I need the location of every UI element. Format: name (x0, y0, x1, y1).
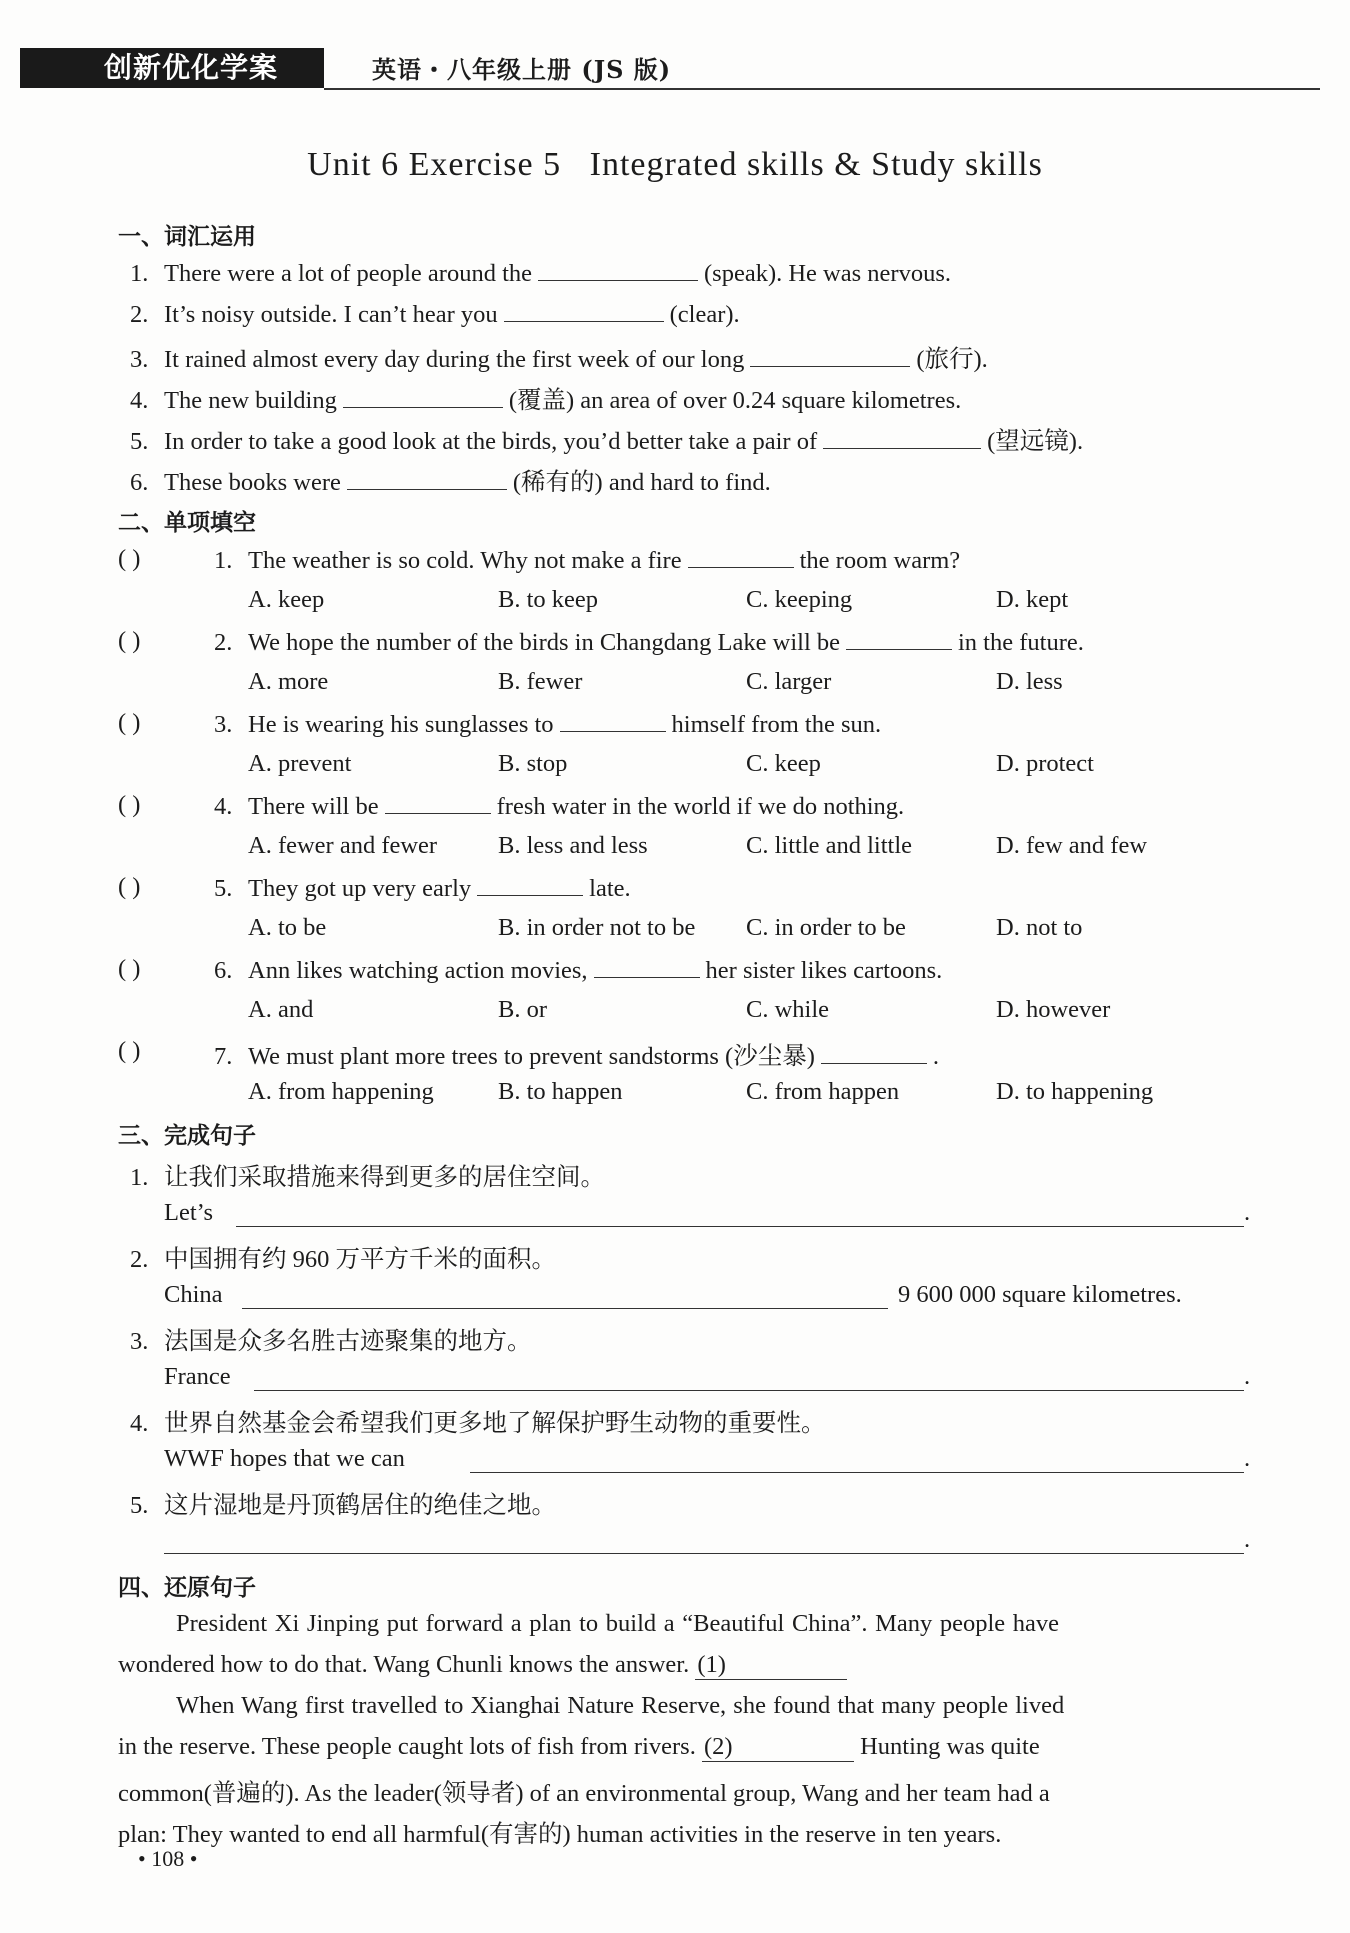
question-text: the room warm? (799, 547, 961, 574)
question-text: They got up very early (248, 875, 472, 902)
sentence-start: China (164, 1281, 223, 1308)
answer-line[interactable] (254, 1390, 1244, 1391)
item-text: (覆盖) an area of over 0.24 square kilometres. (508, 387, 962, 414)
section-choice-heading: 二、单项填空 (118, 510, 256, 536)
answer-paren[interactable]: ( ) (118, 1037, 141, 1064)
item-text: It’s noisy outside. I can’t hear you (164, 301, 498, 328)
item-text: It rained almost every day during the first week of our long (164, 346, 745, 373)
vocab-item-1 (130, 258, 951, 288)
item-text: (稀有的) and hard to find. (512, 469, 771, 496)
vocab-item-4 (130, 381, 961, 416)
option-b[interactable]: B. to happen (498, 1078, 623, 1105)
question-text: late. (589, 875, 631, 902)
sentence-end: . (1244, 1445, 1251, 1472)
option-c[interactable]: C. in order to be (746, 914, 906, 941)
answer-blank (688, 545, 794, 568)
sentence-end: 9 600 000 square kilometres. (898, 1281, 1182, 1308)
answer-blank[interactable] (347, 467, 507, 490)
header-rule (324, 88, 1320, 90)
answer-paren[interactable]: ( ) (118, 627, 141, 654)
option-b[interactable]: B. stop (498, 750, 568, 777)
sentence-end: . (1244, 1199, 1251, 1226)
item-text: These books were (164, 469, 341, 496)
translate-item-3-cn (130, 1322, 532, 1357)
item-text: (speak). He was nervous. (704, 260, 951, 287)
chinese-sentence: 法国是众多名胜古迹聚集的地方。 (164, 1328, 532, 1355)
answer-blank (846, 627, 952, 650)
item-number: 5. (214, 875, 233, 902)
answer-blank-2[interactable]: (2) (702, 1733, 854, 1762)
answer-line[interactable] (236, 1226, 1244, 1227)
question-text: There will be (248, 793, 379, 820)
question-text: . (932, 1043, 939, 1070)
option-c[interactable]: C. little and little (746, 832, 913, 859)
item-text: (clear). (669, 301, 740, 328)
item-number: 3. (214, 711, 233, 738)
page-number: • 108 • (138, 1846, 198, 1871)
option-a[interactable]: A. more (248, 668, 329, 695)
question-text: He is wearing his sunglasses to (248, 711, 554, 738)
option-c[interactable]: C. keeping (746, 586, 853, 613)
item-number: 4. (214, 793, 233, 820)
option-d[interactable]: D. few and few (996, 832, 1148, 859)
exercise-title: Unit 6 Exercise 5 Integrated skills & Study skills (307, 146, 1043, 183)
item-number: 4. (130, 387, 149, 414)
section-vocab-heading: 一、词汇运用 (118, 224, 256, 250)
item-text: There were a lot of people around the (164, 260, 533, 287)
answer-line[interactable] (470, 1472, 1244, 1473)
passage-text: Hunting was quite (860, 1733, 1040, 1760)
item-text: The new building (164, 387, 337, 414)
answer-blank[interactable] (538, 258, 698, 281)
passage-line: common(普遍的). As the leader(领导者) of an environmental group, Wang and her team had a (118, 1780, 1050, 1807)
option-a[interactable]: A. to be (248, 914, 327, 941)
option-d[interactable]: D. protect (996, 750, 1094, 777)
option-d[interactable]: D. to happening (996, 1078, 1154, 1105)
passage-line: When Wang first travelled to Xianghai Nature Reserve, she found that many people lived (176, 1692, 1065, 1719)
passage-line (118, 1733, 1040, 1762)
vocab-item-5 (130, 422, 1083, 457)
item-number: 3. (130, 346, 149, 373)
item-number: 1. (130, 260, 149, 287)
translate-item-2-cn (130, 1240, 556, 1275)
item-text: (望远镜). (987, 428, 1084, 455)
item-number: 5. (130, 428, 149, 455)
choice-question-3 (214, 709, 881, 739)
answer-paren[interactable]: ( ) (118, 955, 141, 982)
answer-paren[interactable]: ( ) (118, 709, 141, 736)
page-header (20, 48, 1320, 92)
option-b[interactable]: B. or (498, 996, 547, 1023)
option-c[interactable]: C. larger (746, 668, 832, 695)
option-d[interactable]: D. not to (996, 914, 1083, 941)
chinese-sentence: 中国拥有约 960 万平方千米的面积。 (164, 1246, 556, 1273)
vocab-item-6 (130, 463, 771, 498)
answer-blank (821, 1041, 927, 1064)
choice-question-6 (214, 955, 942, 985)
item-number: 2. (130, 301, 149, 328)
answer-blank-1[interactable]: (1) (695, 1651, 847, 1680)
item-text: (旅行). (916, 346, 988, 373)
section-passage-heading: 四、还原句子 (118, 1575, 256, 1601)
option-b[interactable]: B. in order not to be (498, 914, 696, 941)
sentence-start: France (164, 1363, 231, 1390)
option-a[interactable]: A. from happening (248, 1078, 434, 1105)
question-text: himself from the sun. (671, 711, 882, 738)
sentence-start: Let’s (164, 1199, 213, 1226)
question-text: We hope the number of the birds in Changdang Lake will be (248, 629, 840, 656)
item-text: In order to take a good look at the birds, you’d better take a pair of (164, 428, 818, 455)
vocab-item-3 (130, 340, 988, 375)
answer-blank (594, 955, 700, 978)
question-text: in the future. (958, 629, 1084, 656)
option-d[interactable]: D. however (996, 996, 1111, 1023)
choice-question-1 (214, 545, 960, 575)
passage-text: in the reserve. These people caught lots of fish from rivers. (118, 1733, 696, 1760)
sentence-end: . (1244, 1526, 1251, 1553)
item-number: 3. (130, 1328, 149, 1355)
answer-line[interactable] (164, 1553, 1244, 1554)
option-b[interactable]: B. to keep (498, 586, 599, 613)
answer-blank[interactable] (504, 299, 664, 322)
passage-line (118, 1651, 847, 1680)
answer-paren[interactable]: ( ) (118, 791, 141, 818)
answer-blank[interactable] (823, 426, 981, 449)
chinese-sentence: 这片湿地是丹顶鹤居住的绝佳之地。 (164, 1492, 556, 1519)
option-c[interactable]: C. from happen (746, 1078, 900, 1105)
item-number: 6. (214, 957, 233, 984)
passage-line: plan: They wanted to end all harmful(有害的) human activities in the reserve in ten years. (118, 1821, 1002, 1848)
answer-blank[interactable] (750, 344, 910, 367)
question-text: We must plant more trees to prevent sandstorms (沙尘暴) (248, 1043, 815, 1070)
option-a[interactable]: A. keep (248, 586, 325, 613)
sentence-end: . (1244, 1363, 1251, 1390)
answer-paren[interactable]: ( ) (118, 545, 141, 572)
translate-item-4-cn (130, 1404, 826, 1439)
question-text: The weather is so cold. Why not make a fire (248, 547, 682, 574)
item-number: 1. (214, 547, 233, 574)
option-a[interactable]: A. prevent (248, 750, 352, 777)
option-a[interactable]: A. and (248, 996, 314, 1023)
sentence-start: WWF hopes that we can (164, 1445, 405, 1472)
question-text: her sister likes cartoons. (705, 957, 943, 984)
choice-question-2 (214, 627, 1084, 657)
option-c[interactable]: C. keep (746, 750, 821, 777)
translate-item-1-cn (130, 1158, 605, 1193)
item-number: 4. (130, 1410, 149, 1437)
choice-question-4 (214, 791, 904, 821)
item-number: 5. (130, 1492, 149, 1519)
answer-blank[interactable] (343, 385, 503, 408)
question-text: Ann likes watching action movies, (248, 957, 588, 984)
option-d[interactable]: D. less (996, 668, 1063, 695)
passage-text: wondered how to do that. Wang Chunli knows the answer. (118, 1651, 690, 1678)
item-number: 7. (214, 1043, 233, 1070)
question-text: fresh water in the world if we do nothing. (496, 793, 905, 820)
vocab-item-2 (130, 299, 740, 329)
item-number: 2. (130, 1246, 149, 1273)
passage-line: President Xi Jinping put forward a plan to build a “Beautiful China”. Many people have (176, 1610, 1060, 1637)
book-title: 英语・八年级上册 (JS 版) (372, 55, 672, 84)
option-b[interactable]: B. less and less (498, 832, 648, 859)
translate-item-5-cn (130, 1486, 556, 1521)
chinese-sentence: 世界自然基金会希望我们更多地了解保护野生动物的重要性。 (164, 1410, 826, 1437)
item-number: 2. (214, 629, 233, 656)
answer-line[interactable] (242, 1308, 888, 1309)
answer-blank (385, 791, 491, 814)
answer-blank (560, 709, 666, 732)
section-translate-heading: 三、完成句子 (118, 1123, 256, 1149)
answer-paren[interactable]: ( ) (118, 873, 141, 900)
choice-question-7 (214, 1037, 939, 1072)
choice-question-5 (214, 873, 631, 903)
series-logo: 创新优化学案 (20, 48, 324, 88)
option-d[interactable]: D. kept (996, 586, 1069, 613)
option-c[interactable]: C. while (746, 996, 830, 1023)
answer-blank (477, 873, 583, 896)
item-number: 6. (130, 469, 149, 496)
chinese-sentence: 让我们采取措施来得到更多的居住空间。 (164, 1164, 605, 1191)
option-b[interactable]: B. fewer (498, 668, 583, 695)
option-a[interactable]: A. fewer and fewer (248, 832, 438, 859)
item-number: 1. (130, 1164, 149, 1191)
